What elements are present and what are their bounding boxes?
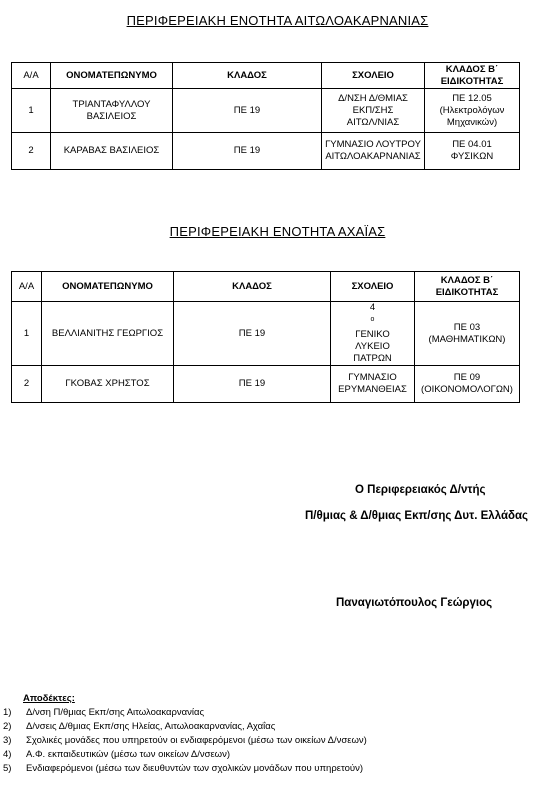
cell-school: ΓΥΜΝΑΣΙΟ ΛΟΥΤΡΟΥ ΑΙΤΩΛΟΑΚΑΡΝΑΝΙΑΣ bbox=[322, 133, 425, 170]
header-name: ΟΝΟΜΑΤΕΠΩΝΥΜΟ bbox=[51, 63, 173, 89]
table-row bbox=[12, 89, 520, 133]
cell-specialty: ΠΕ 04.01 ΦΥΣΙΚΩΝ bbox=[425, 133, 520, 170]
cell-school: Δ/ΝΣΗ Δ/ΘΜΙΑΣ ΕΚΠ/ΣΗΣ ΑΙΤΩΛ/ΝΙΑΣ bbox=[322, 89, 425, 133]
list-item: 3) Σχολικές μονάδες που υπηρετούν οι ενδιαφερόμενοι (μέσω των οικείων Δ/νσεων) bbox=[3, 735, 367, 746]
signature-organization: Π/θμιας & Δ/θμιας Εκπ/σης Δυτ. Ελλάδας bbox=[305, 510, 529, 522]
signature-name: Παναγιωτόπουλος Γεώργιος bbox=[336, 597, 493, 609]
cell-aa: 1 bbox=[12, 89, 51, 133]
list-item: 1) Δ/νση Π/θμιας Εκπ/σης Αιτωλοακαρνανίας bbox=[3, 707, 205, 718]
cell-klados: ΠΕ 19 bbox=[173, 133, 322, 170]
cell-klados: ΠΕ 19 bbox=[173, 89, 322, 133]
cell-specialty: ΠΕ 09 (ΟΙΚΟΝΟΜΟΛΟΓΩΝ) bbox=[415, 366, 520, 403]
table-row bbox=[12, 366, 520, 403]
header-aa: Α/Α bbox=[12, 272, 42, 302]
table-row bbox=[12, 302, 520, 366]
header-aa: Α/Α bbox=[12, 63, 51, 89]
cell-specialty: ΠΕ 03 (ΜΑΘΗΜΑΤΙΚΩΝ) bbox=[415, 302, 520, 366]
header-specialty: ΚΛΑΔΟΣ Β΄ ΕΙΔΙΚΟΤΗΤΑΣ bbox=[415, 272, 520, 302]
table-header-row bbox=[12, 63, 520, 89]
cell-school: 4 $^o$ ΓΕΝΙΚΟ ΛΥΚΕΙΟ ΠΑΤΡΩΝ bbox=[331, 302, 415, 366]
cell-aa: 2 bbox=[12, 133, 51, 170]
signature-role: Ο Περιφερειακός Δ/ντής bbox=[355, 484, 486, 496]
recipients-title: Αποδέκτες: bbox=[23, 693, 75, 704]
cell-specialty: ΠΕ 12.05 (Ηλεκτρολόγων Μηχανικών) bbox=[425, 89, 520, 133]
section-heading-achaia: ΠΕΡΙΦΕΡΕΙΑΚΗ ΕΝΟΤΗΤΑ ΑΧΑΪΑΣ bbox=[169, 224, 386, 239]
header-name: ΟΝΟΜΑΤΕΠΩΝΥΜΟ bbox=[42, 272, 174, 302]
teachers-table-aitoloakarnania bbox=[11, 62, 520, 170]
header-klados: ΚΛΑΔΟΣ bbox=[174, 272, 331, 302]
cell-name: ΤΡΙΑΝΤΑΦΥΛΛΟΥ ΒΑΣΙΛΕΙΟΣ bbox=[51, 89, 173, 133]
table-header-row bbox=[12, 272, 520, 302]
header-specialty: ΚΛΑΔΟΣ Β΄ ΕΙΔΙΚΟΤΗΤΑΣ bbox=[425, 63, 520, 89]
table-row bbox=[12, 133, 520, 170]
cell-school: ΓΥΜΝΑΣΙΟ ΕΡΥΜΑΝΘΕΙΑΣ bbox=[331, 366, 415, 403]
list-item: 4) Α.Φ. εκπαιδευτικών (μέσω των οικείων Δ/νσεων) bbox=[3, 749, 231, 760]
header-school: ΣΧΟΛΕΙΟ bbox=[322, 63, 425, 89]
cell-klados: ΠΕ 19 bbox=[174, 366, 331, 403]
header-klados: ΚΛΑΔΟΣ bbox=[173, 63, 322, 89]
header-school: ΣΧΟΛΕΙΟ bbox=[331, 272, 415, 302]
cell-name: ΓΚΟΒΑΣ ΧΡΗΣΤΟΣ bbox=[42, 366, 174, 403]
cell-aa: 1 bbox=[12, 302, 42, 366]
cell-name: ΒΕΛΛΙΑΝΙΤΗΣ ΓΕΩΡΓΙΟΣ bbox=[42, 302, 174, 366]
teachers-table-achaia bbox=[11, 271, 520, 403]
section-heading-aitoloakarnania: ΠΕΡΙΦΕΡΕΙΑΚΗ ΕΝΟΤΗΤΑ ΑΙΤΩΛΟΑΚΑΡΝΑΝΙΑΣ bbox=[126, 13, 429, 28]
list-item: 2) Δ/νσεις Δ/θμιας Εκπ/σης Ηλείας, Αιτωλοακαρνανίας, Αχαΐας bbox=[3, 721, 276, 732]
cell-aa: 2 bbox=[12, 366, 42, 403]
list-item: 5) Ενδιαφερόμενοι (μέσω των διευθυντών των σχολικών μονάδων που υπηρετούν) bbox=[3, 763, 363, 774]
cell-name: ΚΑΡΑΒΑΣ ΒΑΣΙΛΕΙΟΣ bbox=[51, 133, 173, 170]
cell-klados: ΠΕ 19 bbox=[174, 302, 331, 366]
